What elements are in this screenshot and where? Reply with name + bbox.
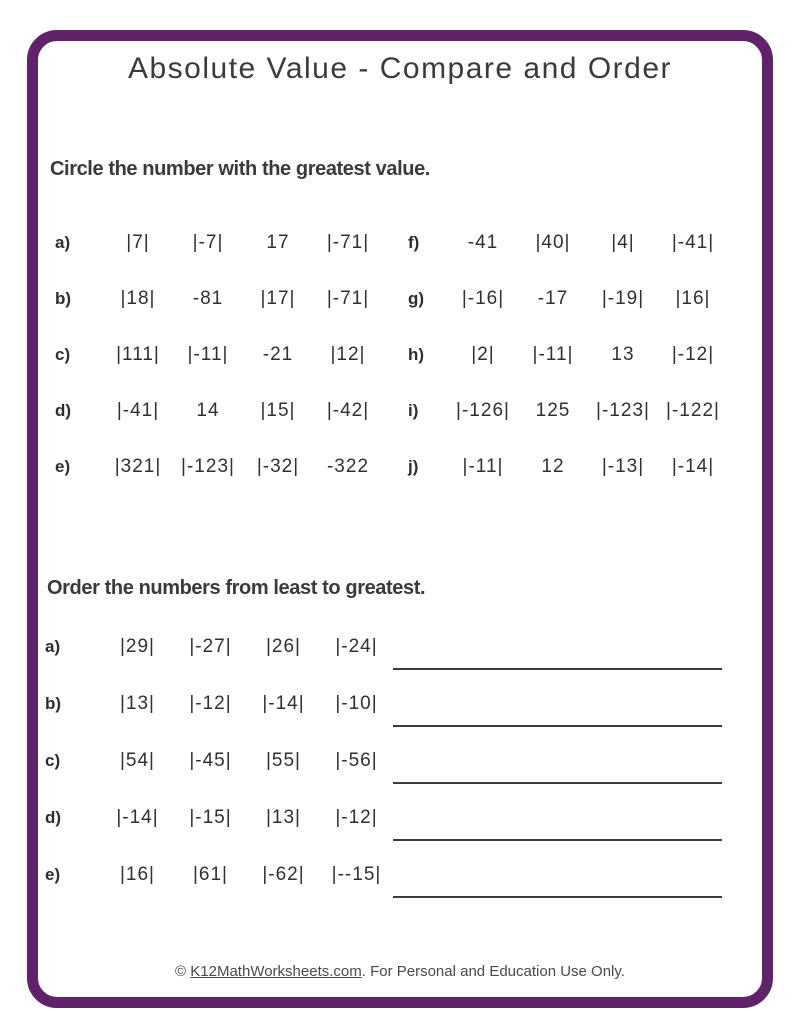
number-value[interactable]: |--15| xyxy=(331,863,382,885)
number-value[interactable]: |-62| xyxy=(262,863,305,885)
row-label: e) xyxy=(45,864,61,884)
number-value[interactable]: |-12| xyxy=(671,344,715,365)
worksheet-row xyxy=(408,327,728,383)
number-value[interactable]: |13| xyxy=(119,692,155,714)
number-value[interactable]: |-41| xyxy=(671,232,715,253)
worksheet-row xyxy=(45,789,393,846)
number-value[interactable]: |4| xyxy=(611,232,635,253)
row-label: c) xyxy=(55,345,71,364)
answer-line[interactable] xyxy=(393,839,722,841)
worksheet-row xyxy=(55,383,383,439)
number-value[interactable]: |-71| xyxy=(326,288,370,309)
number-value[interactable]: |17| xyxy=(260,288,296,309)
footer-copyright-symbol: © xyxy=(175,963,191,980)
row-label: a) xyxy=(45,636,61,656)
number-value[interactable]: |54| xyxy=(119,749,155,771)
number-value[interactable]: |-10| xyxy=(335,692,378,714)
section1-instruction: Circle the number with the greatest value. xyxy=(50,158,430,180)
worksheet-row xyxy=(408,215,728,271)
row-label: a) xyxy=(55,233,71,252)
row-label: j) xyxy=(408,457,419,476)
worksheet-row xyxy=(45,618,393,675)
row-label: e) xyxy=(55,457,71,476)
number-value[interactable]: |-13| xyxy=(601,456,645,477)
number-value[interactable]: |-122| xyxy=(666,400,720,421)
section2-instruction: Order the numbers from least to greatest. xyxy=(47,577,426,599)
number-value[interactable]: |-41| xyxy=(116,400,160,421)
number-value[interactable]: |-42| xyxy=(326,400,370,421)
answer-line[interactable] xyxy=(393,668,722,670)
answer-line[interactable] xyxy=(393,896,722,898)
number-value[interactable]: |15| xyxy=(260,400,296,421)
number-value[interactable]: |-7| xyxy=(192,232,224,253)
number-value[interactable]: |18| xyxy=(120,288,156,309)
number-value[interactable]: |-16| xyxy=(461,288,505,309)
number-value[interactable]: |-14| xyxy=(262,692,305,714)
row-label: i) xyxy=(408,401,419,420)
number-value[interactable]: |40| xyxy=(535,232,571,253)
number-value[interactable]: -21 xyxy=(262,344,294,365)
worksheet-row xyxy=(55,215,383,271)
number-value[interactable]: |-45| xyxy=(189,749,232,771)
number-value[interactable]: -322 xyxy=(326,456,370,477)
number-value[interactable]: |111| xyxy=(116,344,160,365)
row-label: d) xyxy=(55,401,72,420)
number-value[interactable]: |-11| xyxy=(187,344,229,365)
worksheet-row xyxy=(45,846,393,903)
row-label: f) xyxy=(408,233,420,252)
number-value[interactable]: |2| xyxy=(471,344,495,365)
number-value[interactable]: |-56| xyxy=(335,749,378,771)
number-value[interactable]: |13| xyxy=(265,806,301,828)
row-label: c) xyxy=(45,750,61,770)
number-value[interactable]: |-11| xyxy=(462,456,504,477)
answer-line[interactable] xyxy=(393,725,722,727)
number-value[interactable]: |-14| xyxy=(116,806,159,828)
number-value[interactable]: 17 xyxy=(266,232,290,253)
number-value[interactable]: |-15| xyxy=(189,806,232,828)
number-value[interactable]: |12| xyxy=(330,344,366,365)
row-label: b) xyxy=(45,693,62,713)
number-value[interactable]: |55| xyxy=(265,749,301,771)
worksheet-row xyxy=(45,732,393,789)
number-value[interactable]: |61| xyxy=(192,863,228,885)
row-label: h) xyxy=(408,345,425,364)
number-value[interactable]: |-14| xyxy=(671,456,715,477)
number-value[interactable]: 14 xyxy=(196,400,220,421)
number-value[interactable]: |-32| xyxy=(256,456,300,477)
section2-rows xyxy=(45,618,393,903)
worksheet-row xyxy=(408,383,728,439)
footer-site-link[interactable]: K12MathWorksheets.com xyxy=(190,963,362,980)
row-label: b) xyxy=(55,289,72,308)
number-value[interactable]: |-123| xyxy=(181,456,235,477)
row-label: g) xyxy=(408,289,425,308)
number-value[interactable]: |-123| xyxy=(596,400,650,421)
number-value[interactable]: |-27| xyxy=(189,635,232,657)
number-value[interactable]: |-126| xyxy=(456,400,510,421)
number-value[interactable]: |-12| xyxy=(335,806,378,828)
footer xyxy=(0,963,800,980)
number-value[interactable]: 13 xyxy=(611,344,635,365)
number-value[interactable]: |-19| xyxy=(601,288,645,309)
number-value[interactable]: -41 xyxy=(467,232,499,253)
row-label: d) xyxy=(45,807,62,827)
worksheet-row xyxy=(55,327,383,383)
number-value[interactable]: |-12| xyxy=(189,692,232,714)
number-value[interactable]: |7| xyxy=(126,232,150,253)
number-value[interactable]: |-24| xyxy=(335,635,378,657)
number-value[interactable]: |26| xyxy=(265,635,301,657)
worksheet-row xyxy=(408,271,728,327)
worksheet-row xyxy=(55,439,383,495)
number-value[interactable]: -81 xyxy=(192,288,224,309)
footer-usage-note: . For Personal and Education Use Only. xyxy=(361,963,625,980)
number-value[interactable]: 125 xyxy=(535,400,571,421)
number-value[interactable]: |-71| xyxy=(326,232,370,253)
number-value[interactable]: |-11| xyxy=(532,344,574,365)
worksheet-title: Absolute Value - Compare and Order xyxy=(127,52,673,85)
number-value[interactable]: |16| xyxy=(119,863,155,885)
section1-left-column xyxy=(55,215,383,495)
worksheet-row xyxy=(45,675,393,732)
answer-line[interactable] xyxy=(393,782,722,784)
number-value[interactable]: -17 xyxy=(537,288,569,309)
worksheet-row xyxy=(55,271,383,327)
number-value[interactable]: |29| xyxy=(119,635,155,657)
number-value[interactable]: |16| xyxy=(675,288,711,309)
number-value[interactable]: 12 xyxy=(541,456,565,477)
number-value[interactable]: |321| xyxy=(114,456,162,477)
section1-right-column xyxy=(408,215,728,495)
worksheet-row xyxy=(408,439,728,495)
